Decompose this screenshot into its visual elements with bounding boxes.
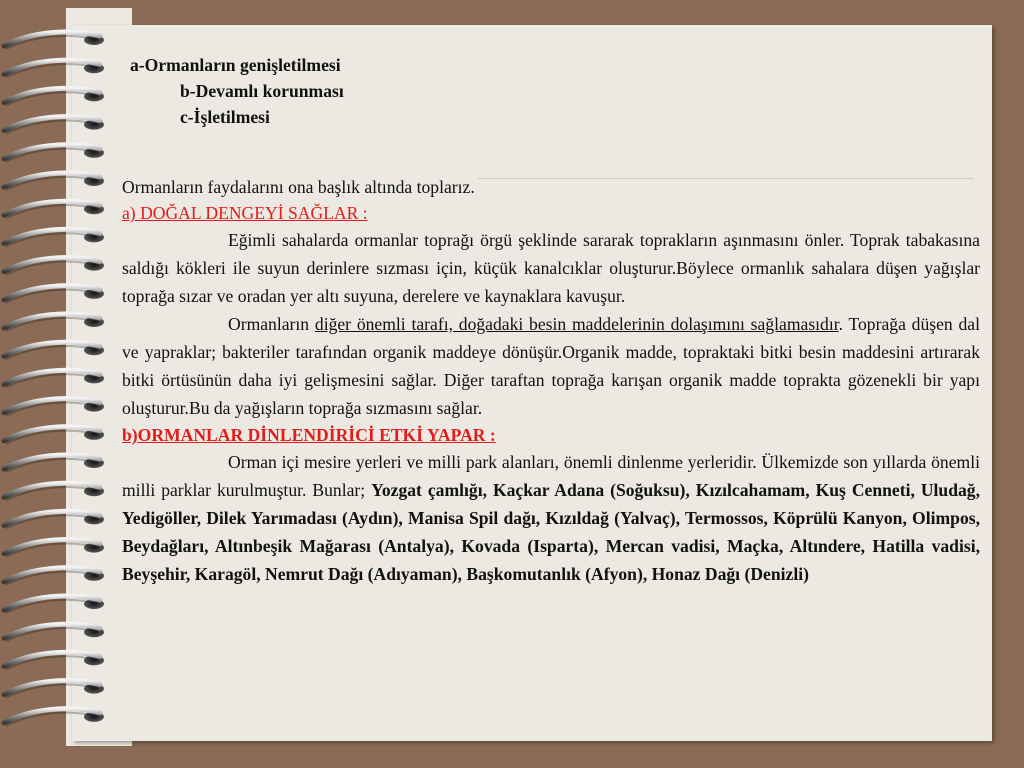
intro-text: Ormanların faydalarını ona başlık altında toplarız. bbox=[122, 177, 475, 197]
section-a-paragraph-2-underlined: diğer önemli tarafı, doğadaki besin maddelerinin dolaşımını sağlamasıdır bbox=[314, 314, 839, 334]
binding-ring bbox=[4, 229, 104, 246]
binding-ring bbox=[4, 88, 104, 105]
section-b-paragraph bbox=[122, 448, 980, 588]
binding-ring bbox=[4, 709, 104, 726]
binding-ring bbox=[4, 427, 104, 444]
binding-ring bbox=[4, 117, 104, 134]
binding-ring bbox=[4, 624, 104, 641]
section-a-paragraph-2-start: Ormanların bbox=[228, 314, 315, 334]
spiral-binding-rings bbox=[0, 0, 120, 768]
section-a-heading: a) DOĞAL DENGEYİ SAĞLAR : bbox=[122, 203, 368, 223]
binding-ring bbox=[4, 511, 104, 528]
binding-ring bbox=[4, 173, 104, 190]
section-a-paragraph-2 bbox=[122, 310, 980, 422]
binding-ring bbox=[4, 483, 104, 500]
binding-ring bbox=[4, 201, 104, 218]
national-parks-list: Yozgat çamlığı, Kaçkar Adana (Soğuksu), Kızılcahamam, Kuş Cenneti, Uludağ, Yedigöller, Dilek Yarımadası (Aydın), Manisa Spil dağı, Kızıldağ (Yalvaç), Termossos, Köprülü Kanyon, Olimpos, Beydağları, Altınbeşik Mağarası (Antalya), Kovada (Isparta), Mercan vadisi, Maçka, Altındere, Hatilla vadisi, Beyşehir, Karagöl, Nemrut Dağı (Adıyaman), Başkomutanlık (Afyon), Honaz Dağı (Denizli) bbox=[122, 480, 980, 584]
binding-ring bbox=[4, 60, 104, 77]
section-a-paragraph-2-rest: . Toprağa düşen dal ve yapraklar; bakteriler tarafından organik maddeye dönüşür.Organik madde, topraktaki bitki besin maddesini artırarak bitki örtüsünün daha iyi gelişmesini sağlar. Diğer taraftan toprağa karışan organik madde toprakta gözenekli bir yapı oluşturur.Bu da yağışların toprağa sızmasını sağlar. bbox=[122, 314, 980, 418]
binding-ring bbox=[4, 652, 104, 669]
list-item-b: b-Devamlı korunması bbox=[180, 81, 344, 101]
binding-ring bbox=[4, 32, 104, 49]
section-a-paragraph-1-text: Eğimli sahalarda ormanlar toprağı örgü şeklinde sararak toprakların aşınmasını önler. Toprak tabakasına saldığı kökleri ile suyun derinlere sızması için, küçük kanalcıklar oluşturur.Böylece ormanlık sahalara düşen yağışlar toprağa sızar ve oradan yer altı suyuna, derelere ve kaynaklara kavuşur. bbox=[122, 230, 980, 306]
binding-ring bbox=[4, 455, 104, 472]
binding-ring bbox=[4, 258, 104, 275]
section-a-paragraph-1 bbox=[122, 226, 980, 310]
binding-ring bbox=[4, 568, 104, 585]
binding-ring bbox=[4, 370, 104, 387]
page-content bbox=[122, 52, 980, 588]
binding-ring bbox=[4, 286, 104, 303]
binding-ring bbox=[4, 342, 104, 359]
list-item-c: c-İşletilmesi bbox=[180, 107, 270, 127]
list-item-a: a-Ormanların genişletilmesi bbox=[130, 55, 341, 75]
binding-ring bbox=[4, 399, 104, 416]
binding-ring bbox=[4, 596, 104, 613]
binding-ring bbox=[4, 540, 104, 557]
section-b-paragraph-start: Orman içi mesire yerleri ve milli park alanları, önemli dinlenme yerleridir. Ülkemizde son yıllarda önemli milli parklar kurulmuştur. Bunlar; bbox=[122, 452, 980, 500]
section-b-heading: b)ORMANLAR DİNLENDİRİCİ ETKİ YAPAR : bbox=[122, 425, 496, 445]
binding-ring bbox=[4, 681, 104, 698]
binding-ring bbox=[4, 314, 104, 331]
binding-ring bbox=[4, 145, 104, 162]
